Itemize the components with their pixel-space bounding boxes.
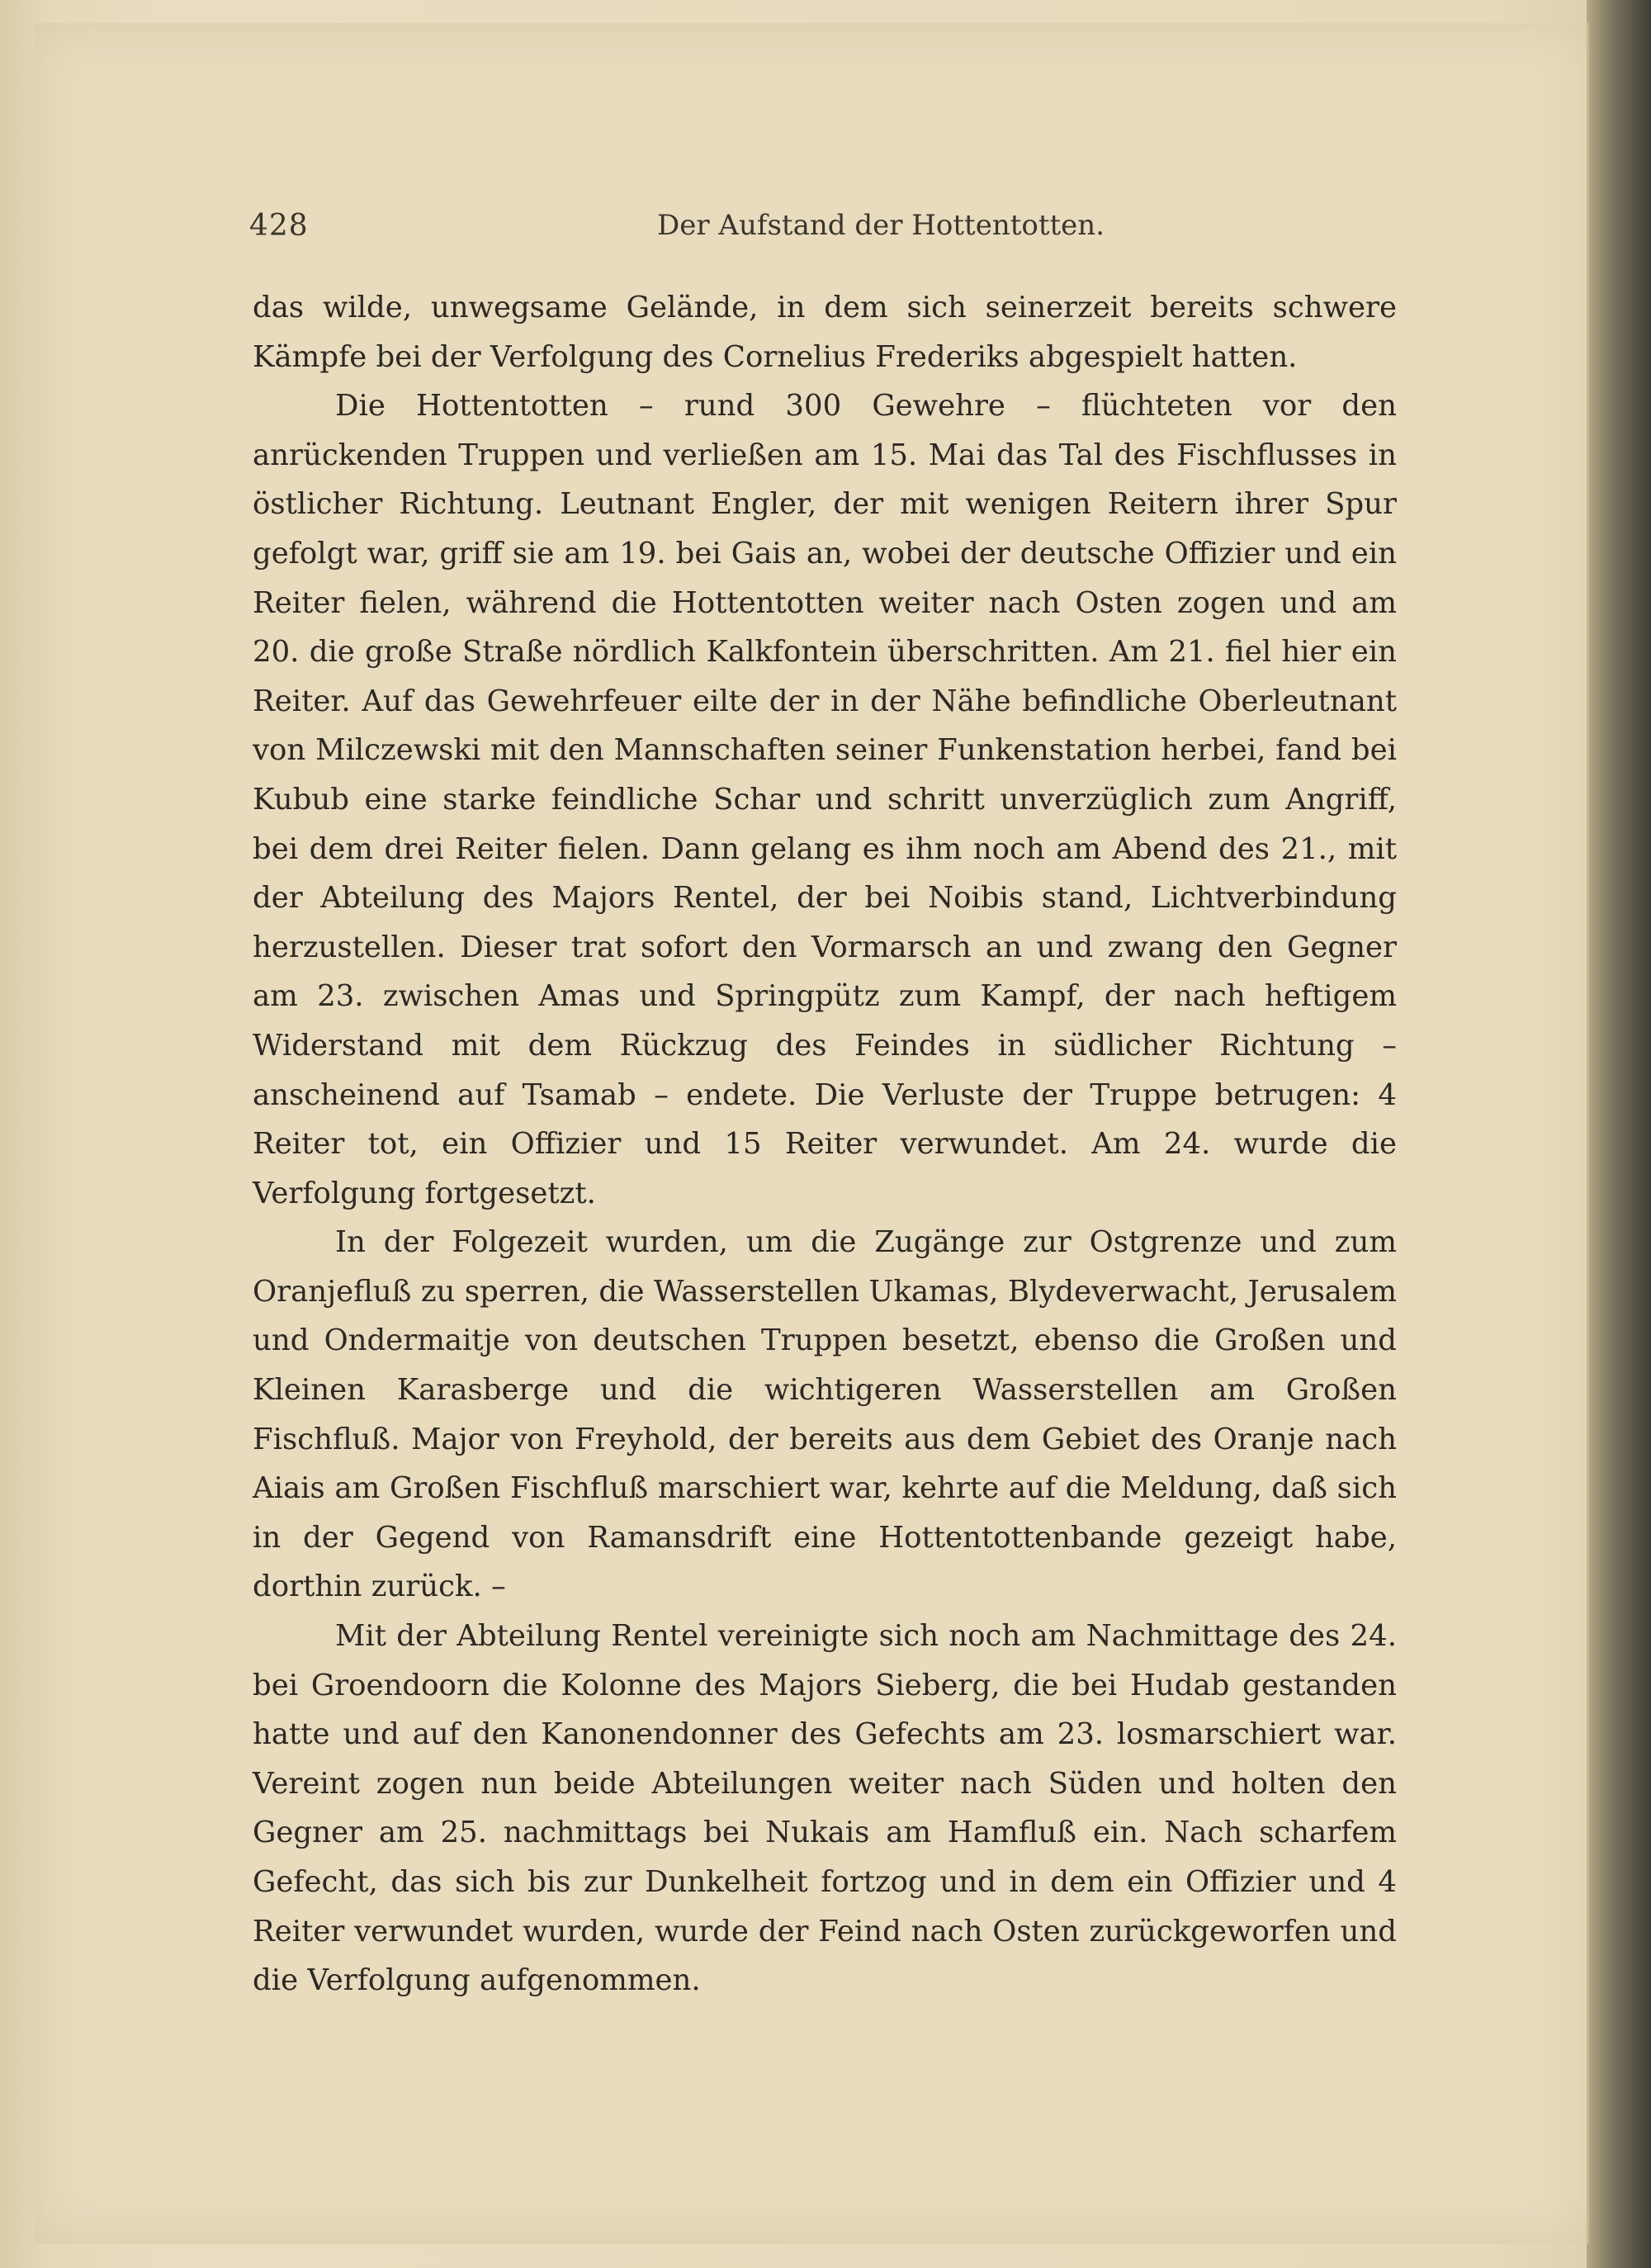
- paragraph-continuation: das wilde, unwegsame Gelände, in dem sich seinerzeit bereits schwere Kämpfe bei der Verfolgung des Cornelius Frederiks abgespielt hatten.: [253, 291, 1397, 374]
- paragraph: Die Hottentotten – rund 300 Gewehre – flüchteten vor den anrückenden Truppen und verließen am 15. Mai das Tal des Fischflusses in östlicher Richtung. Leutnant Engler, der mit wenigen Reitern ihrer Spur gefolgt war, griff sie am 19. bei Gais an, wobei der deutsche Offizier und ein Reiter fielen, während die Hottentotten weiter nach Osten zogen und am 20. die große Straße nördlich Kalkfontein überschritten. Am 21. fiel hier ein Reiter. Auf das Gewehrfeuer eilte der in der Nähe befindliche Oberleutnant von Milczewski mit den Mannschaften seiner Funkenstation herbei, fand bei Kubub eine starke feindliche Schar und schritt unverzüglich zum Angriff, bei dem drei Reiter fielen. Dann gelang es ihm noch am Abend des 21., mit der Abteilung des Majors Rentel, der bei Noibis stand, Lichtverbindung herzustellen. Dieser trat sofort den Vormarsch an und zwang den Gegner am 23. zwischen Amas und Springpütz zum Kampf, der nach heftigem Widerstand mit dem Rückzug des Feindes in südlicher Richtung – anscheinend auf Tsamab – endete. Die Verluste der Truppe betrugen: 4 Reiter tot, ein Offizier und 15 Reiter verwundet. Am 24. wurde die Verfolgung fortgesetzt.: [253, 389, 1397, 1210]
- body-text: [253, 283, 1397, 2005]
- running-title: Der Aufstand der Hottentotten.: [656, 209, 1105, 242]
- page-number: 428: [249, 209, 309, 243]
- paragraph: In der Folgezeit wurden, um die Zugänge zur Ostgrenze und zum Oranjefluß zu sperren, die Wasserstellen Ukamas, Blydeverwacht, Jerusalem und Ondermaitje von deutschen Truppen besetzt, ebenso die Großen und Kleinen Karasberge und die wichtigeren Wasserstellen am Großen Fischfluß. Major von Freyhold, der bereits aus dem Gebiet des Oranje nach Aiais am Großen Fischfluß marschiert war, kehrte auf die Meldung, daß sich in der Gegend von Ramansdrift eine Hottentottenbande gezeigt habe, dorthin zurück. –: [253, 1225, 1397, 1604]
- book-edge: [1587, 0, 1651, 2268]
- page-header: [249, 209, 1397, 250]
- paragraph: Mit der Abteilung Rentel vereinigte sich noch am Nachmittage des 24. bei Groendoorn die Kolonne des Majors Sieberg, die bei Hudab gestanden hatte und auf den Kanonendonner des Gefechts am 23. losmarschiert war. Vereint zogen nun beide Abteilungen weiter nach Süden und holten den Gegner am 25. nachmittags bei Nukais am Hamfluß ein. Nach scharfem Gefecht, das sich bis zur Dunkelheit fortzog und in dem ein Offizier und 4 Reiter verwundet wurden, wurde der Feind nach Osten zurückgeworfen und die Verfolgung aufgenommen.: [253, 1619, 1397, 1998]
